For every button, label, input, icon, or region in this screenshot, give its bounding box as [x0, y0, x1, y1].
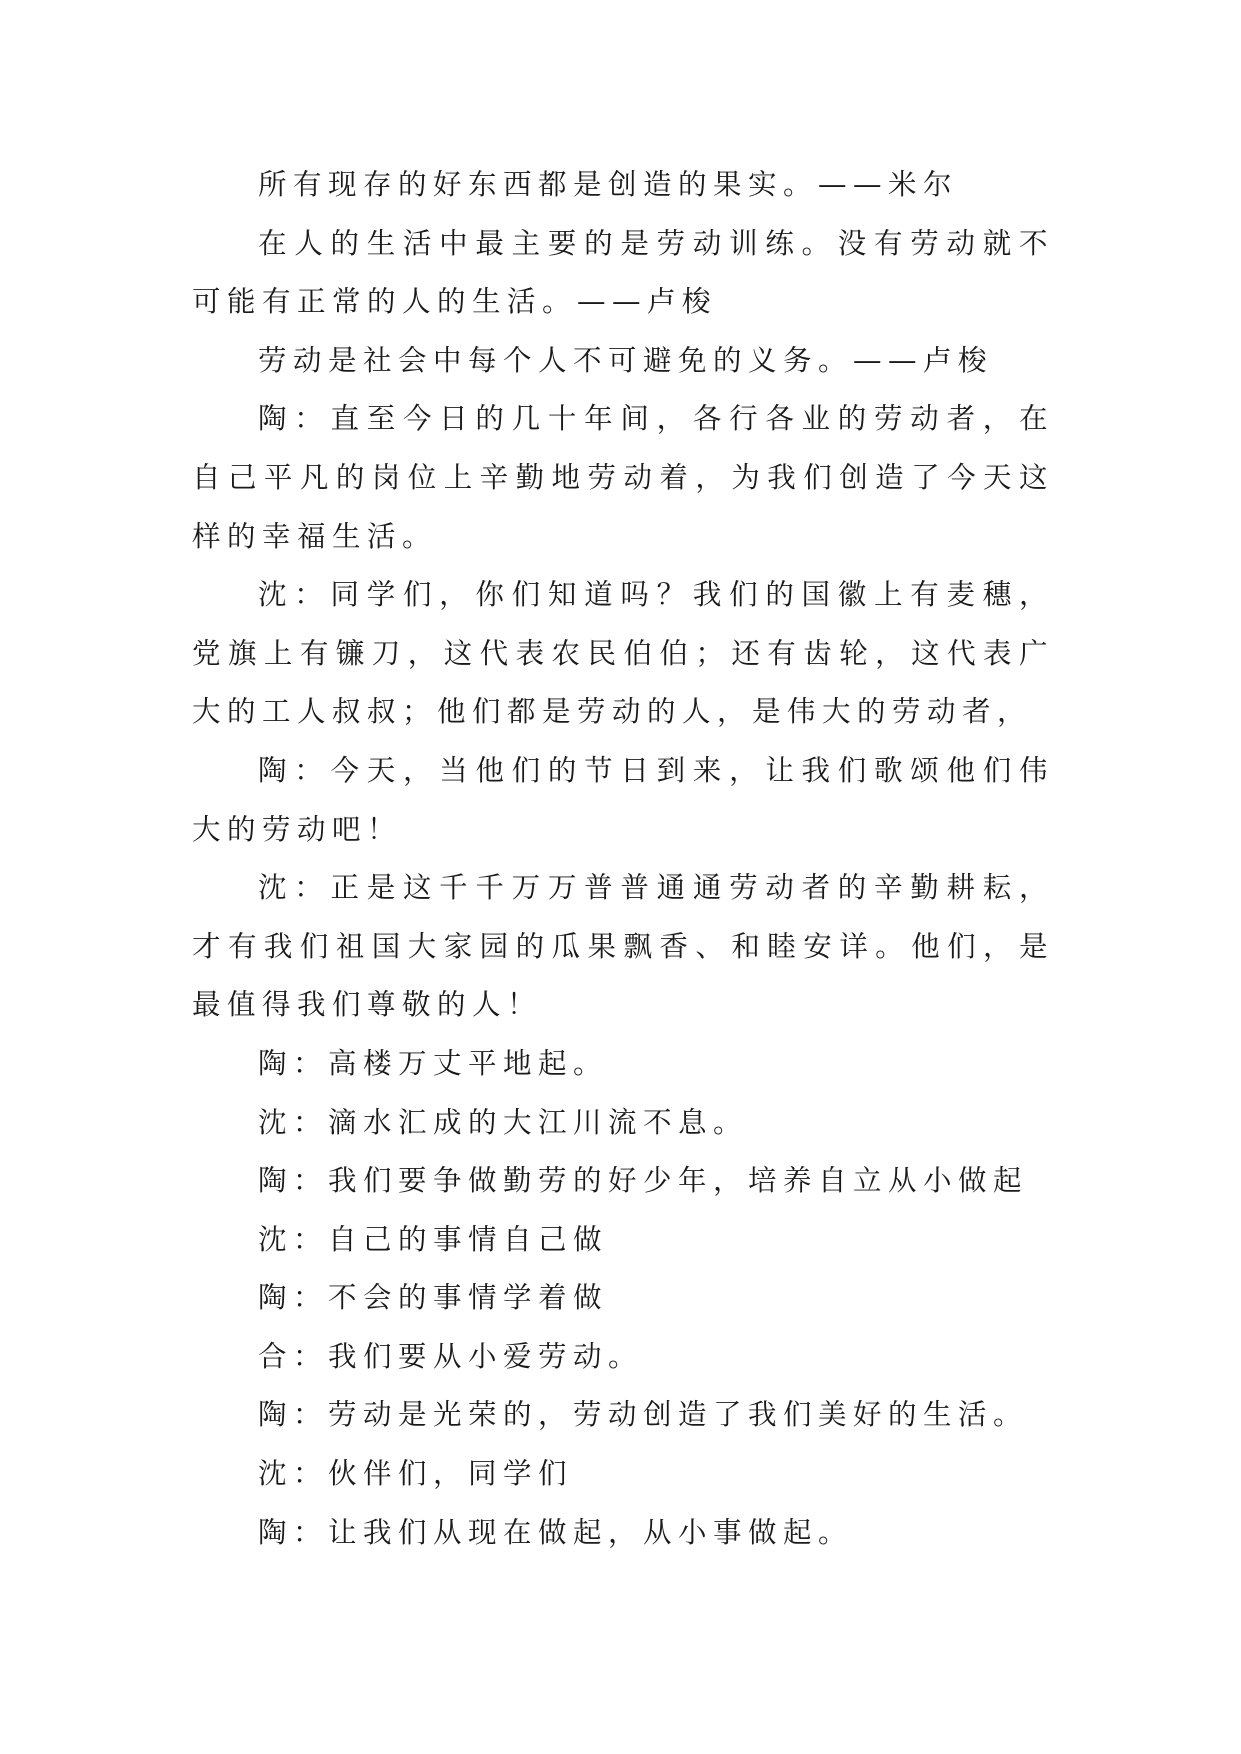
paragraph-together: 合：我们要从小爱劳动。: [258, 1339, 644, 1373]
paragraph-shen-3: 沈：滴水汇成的大江川流不息。: [258, 1105, 749, 1139]
paragraph-tao-1: 陶：直至今日的几十年间，各行各业的劳动者，在自己平凡的岗位上辛勤地劳动着，为我们创造了今天这样的幸福生活。: [192, 402, 1054, 553]
paragraph-shen-4: 沈：自己的事情自己做: [258, 1222, 609, 1256]
paragraph-tao-5: 陶：不会的事情学着做: [258, 1281, 609, 1315]
paragraph-shen-5: 沈：伙伴们，同学们: [258, 1457, 574, 1491]
paragraph-tao-7: 陶：让我们从现在做起，从小事做起。: [258, 1515, 854, 1549]
paragraph-tao-3: 陶：高楼万丈平地起。: [258, 1046, 609, 1080]
document-body: [192, 156, 1054, 1562]
paragraph-quote-mill: 所有现存的好东西都是创造的果实。——米尔: [258, 168, 959, 201]
paragraph-tao-6: 陶：劳动是光荣的，劳动创造了我们美好的生活。: [258, 1398, 1029, 1432]
paragraph-shen-1: 沈：同学们，你们知道吗？我们的国徽上有麦穗，党旗上有镰刀，这代表农民伯伯；还有齿轮，这代表广大的工人叔叔；他们都是劳动的人，是伟大的劳动者，: [192, 578, 1054, 729]
paragraph-quote-rousseau-2: 劳动是社会中每个人不可避免的义务。——卢梭: [258, 343, 994, 377]
paragraph-shen-2: 沈：正是这千千万万普普通通劳动者的辛勤耕耘，才有我们祖国大家园的瓜果飘香、和睦安详。他们，是最值得我们尊敬的人！: [192, 871, 1054, 1022]
paragraph-tao-4: 陶：我们要争做勤劳的好少年，培养自立从小做起: [258, 1164, 1029, 1198]
paragraph-quote-rousseau-1: 在人的生活中最主要的是劳动训练。没有劳动就不可能有正常的人的生活。——卢梭: [192, 226, 1054, 319]
paragraph-tao-2: 陶：今天，当他们的节日到来，让我们歌颂他们伟大的劳动吧！: [192, 753, 1054, 846]
